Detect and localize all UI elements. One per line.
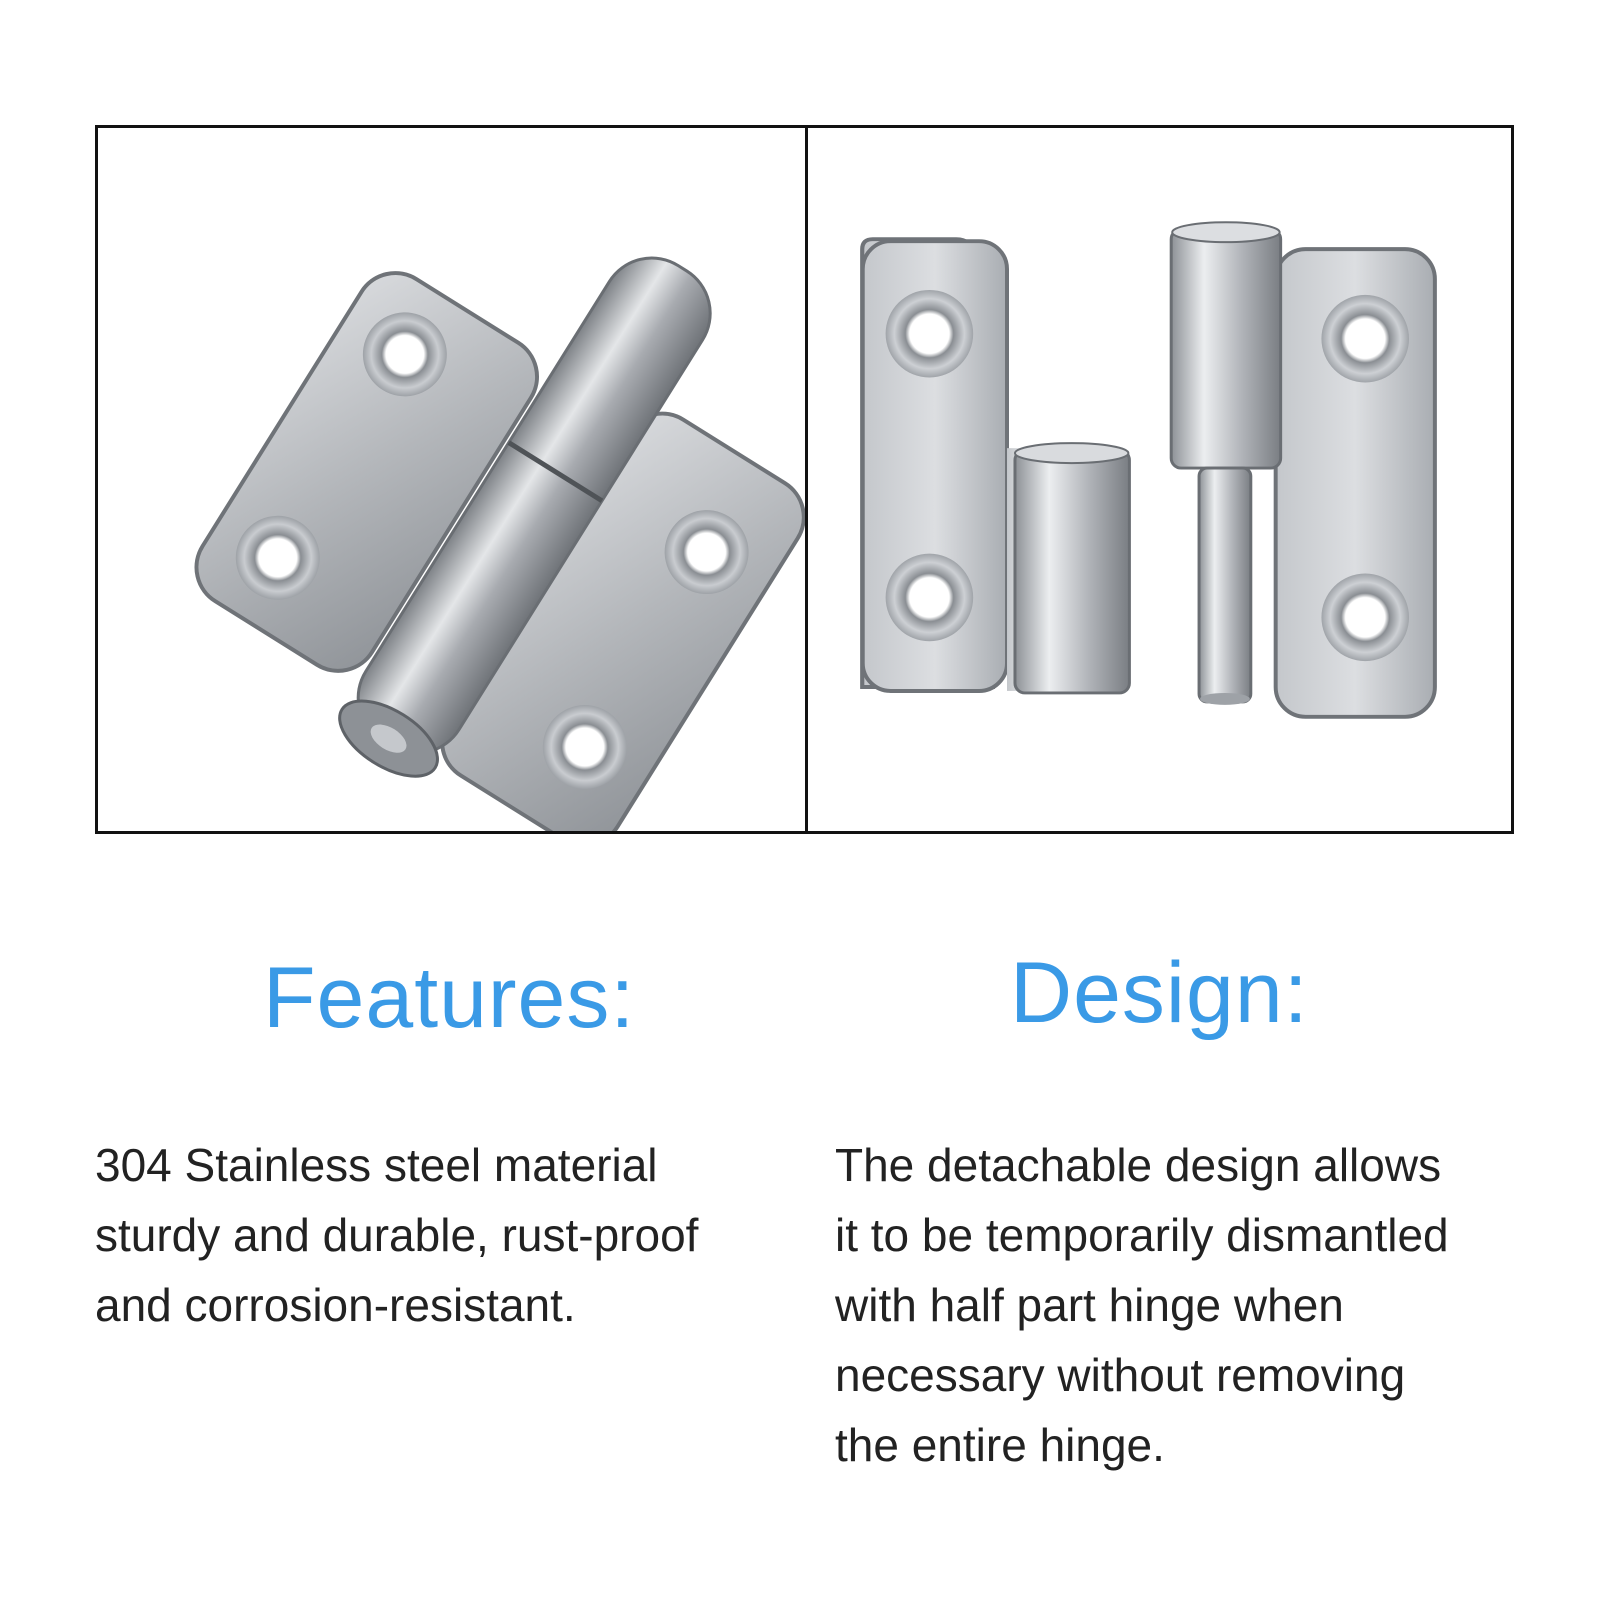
features-line: 304 Stainless steel material xyxy=(95,1139,658,1191)
detached-hinge-photo xyxy=(805,128,1512,831)
design-line: the entire hinge. xyxy=(835,1419,1165,1471)
detached-hinge-image xyxy=(808,128,1512,831)
design-description xyxy=(835,1130,1535,1480)
features-line: and corrosion-resistant. xyxy=(95,1279,576,1331)
features-line: sturdy and durable, rust-proof xyxy=(95,1209,699,1261)
features-description xyxy=(95,1130,795,1340)
assembled-hinge-image xyxy=(98,128,805,831)
design-line: necessary without removing xyxy=(835,1349,1406,1401)
design-heading: Design: xyxy=(1010,945,1309,1041)
design-line: with half part hinge when xyxy=(835,1279,1344,1331)
product-photo-frame xyxy=(95,125,1514,834)
design-line: The detachable design allows xyxy=(835,1139,1442,1191)
assembled-hinge-photo xyxy=(98,128,805,831)
features-heading: Features: xyxy=(263,950,636,1046)
design-line: it to be temporarily dismantled xyxy=(835,1209,1449,1261)
